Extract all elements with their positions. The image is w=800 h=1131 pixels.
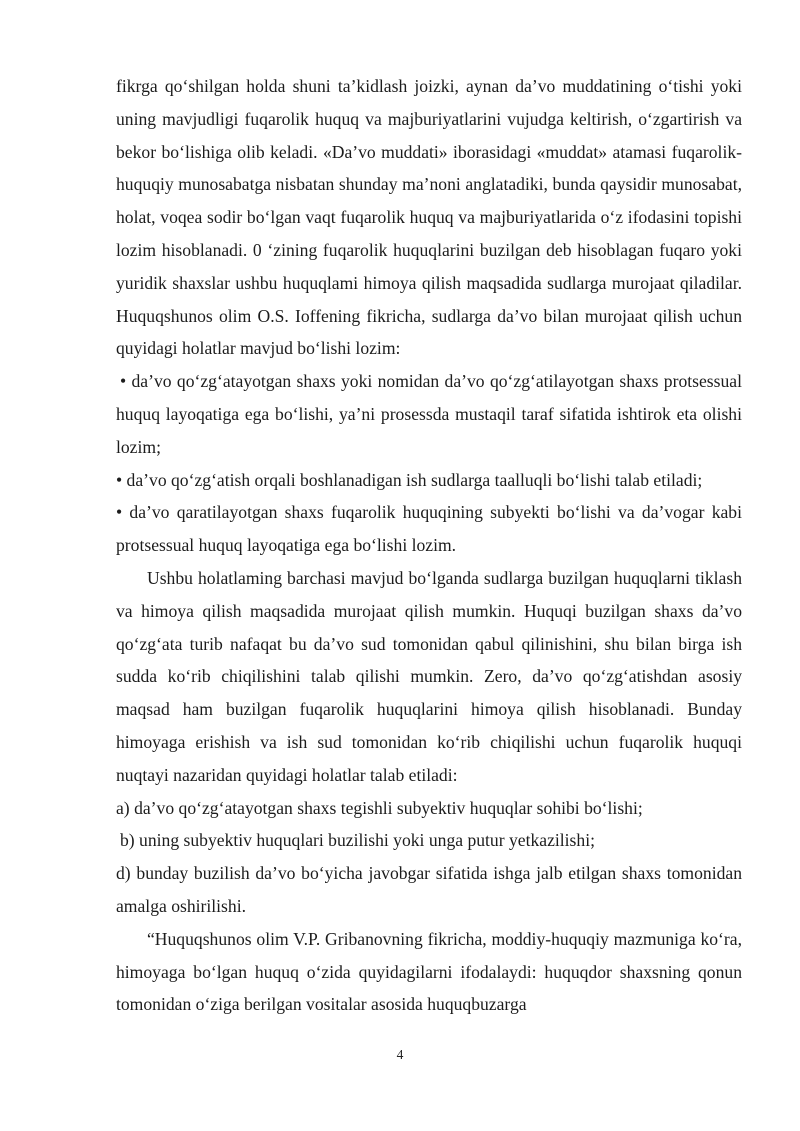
list-item-d: d) bunday buzilish da’vo bo‘yicha javobgar sifatida ishga jalb etilgan shaxs tomonidan amalga oshirilishi. — [116, 863, 742, 916]
paragraph-gribanov: “Huquqshunos olim V.P. Gribanovning fikricha, moddiy-huquqiy mazmuniga ko‘ra, himoyaga bo‘lgan huquq o‘zida quyidagilarni ifodalaydi: huquqdor shaxsning qonun tomonidan o‘ziga berilgan vositalar asosida huquqbuzarga — [116, 928, 742, 1015]
paragraph-continuation: fikrga qo‘shilgan holda shuni ta’kidlash joizki, aynan da’vo muddatining o‘tishi yoki uning mavjudligi fuqarolik huquq va majburiyatlarini vujudga keltirish, o‘zgartirish va bekor bo‘lishiga olib keladi. «Da’vo muddati» iborasidagi «muddat» atamasi fuqarolik-huquqiy munosabatga nisbatan shunday ma’noni anglatadiki, bunda qaysidir munosabat, holat, voqea sodir bo‘lgan vaqt fuqarolik huquq va majburiyatlarida o‘z ifodasini topishi lozim hisoblanadi. 0 ‘zining fuqarolik huquqlarini buzilgan deb hisoblagan fuqaro yoki yuridik shaxslar ushbu huquqlami himoya qilish maqsadida sudlarga murojaat qiladilar. Huquqshunos olim O.S. Ioffening fikricha, sudlarga da’vo bilan murojaat qilish uchun quyidagi holatlar mavjud bo‘lishi lozim: — [116, 76, 742, 359]
list-item-a: a) da’vo qo‘zg‘atayotgan shaxs tegishli subyektiv huquqlar sohibi bo‘lishi; — [116, 797, 643, 818]
bullet-item-1: • da’vo qo‘zg‘atayotgan shaxs yoki nomidan da’vo qo‘zg‘atilayotgan shaxs protsessual huquq layoqatiga ega bo‘lishi, ya’ni prosessda mustaqil taraf sifatida ishtirok eta olishi lozim; — [116, 371, 742, 457]
body-text — [116, 70, 742, 1021]
page-number: 4 — [396, 1047, 404, 1062]
list-item-b: b) uning subyektiv huquqlari buzilishi yoki unga putur yetkazilishi; — [120, 830, 595, 851]
paragraph-holatlar: Ushbu holatlaming barchasi mavjud bo‘lganda sudlarga buzilgan huquqlarni tiklash va himoya qilish maqsadida murojaat qilish mumkin. Huquqi buzilgan shaxs da’vo qo‘zg‘ata turib nafaqat bu da’vo sud tomonidan qabul qilinishini, shu bilan birga ish sudda ko‘rib chiqilishini talab qilishi mumkin. Zero, da’vo qo‘zg‘atishdan asosiy maqsad ham buzilgan fuqarolik huquqlarini himoya qilish hisoblanadi. Bunday himoyaga erishish va ish sud tomonidan ko‘rib chiqilishi uchun fuqarolik huquqi nuqtayi nazaridan quyidagi holatlar talab etiladi: — [116, 567, 742, 785]
bullet-item-2: • da’vo qo‘zg‘atish orqali boshlanadigan ish sudlarga taalluqli bo‘lishi talab etiladi; — [116, 469, 703, 490]
bullet-item-3: • da’vo qaratilayotgan shaxs fuqarolik huquqining subyekti bo‘lishi va da’vogar kabi protsessual huquq layoqatiga ega bo‘lishi lozim. — [116, 502, 742, 556]
